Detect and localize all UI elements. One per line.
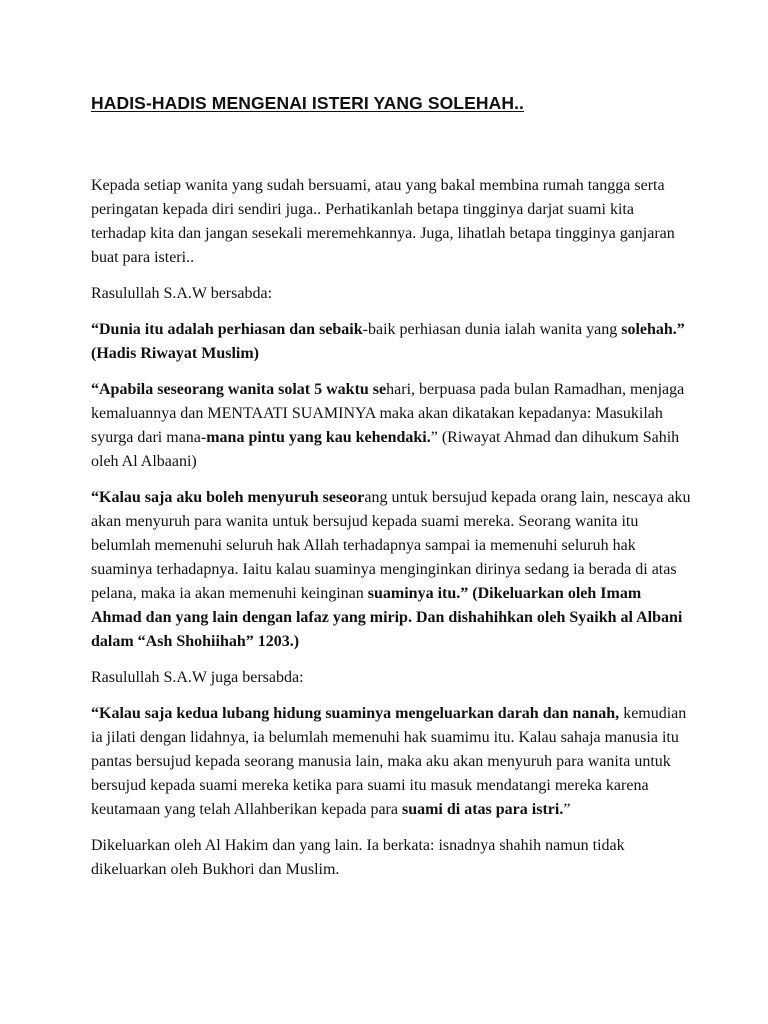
text-run: Dikeluarkan oleh Al Hakim dan yang lain. Ia berkata: isnadnya shahih namun tidak dikeluarkan oleh Bukhori dan Muslim. [91,837,625,878]
document-title: HADIS-HADIS MENGENAI ISTERI YANG SOLEHAH.. [91,93,525,113]
paragraph [91,666,691,690]
text-run: kemudian ia jilati dengan lidahnya, ia belumlah memenuhi hak suamimu itu. Kalau sahaja manusia itu pantas bersujud kepada seorang manusia lain, maka aku akan menyuruh para wanita untuk bersujud kepada suami mereka ketika para suami itu masuk mendatangi mereka karena keutamaan yang telah Allahberikan kepada para [91,705,687,818]
text-run: ” [563,801,571,818]
paragraph [91,174,691,270]
text-run: Rasulullah S.A.W bersabda: [91,285,273,302]
text-run: Kepada setiap wanita yang sudah bersuami, atau yang bakal membina rumah tangga serta peringatan kepada diri sendiri juga.. Perhatikanlah betapa tingginya darjat suami kita terhadap kita dan jangan sesekali meremehkannya. Juga, lihatlah betapa tingginya ganjaran buat para isteri.. [91,177,675,266]
paragraph [91,378,691,474]
text-run: -baik perhiasan dunia ialah wanita yang [362,321,622,338]
paragraph [91,282,691,306]
document-body [91,174,691,894]
text-run: hari, berpuasa pada bulan Ramadhan, menjaga kemaluannya dan MENTAATI SUAMINYA maka akan dikatakan kepadanya: Masukilah syurga dari mana- [91,381,685,446]
bold-text-run: “Kalau saja kedua lubang hidung suaminya mengeluarkan darah dan nanah, [91,705,620,722]
text-run: ang untuk bersujud kepada orang lain, nescaya aku akan menyuruh para wanita untuk bersujud kepada suami mereka. Seorang wanita itu belumlah memenuhi seluruh hak Allah terhadapnya sampai ia memenuhi seluruh hak suaminya terhadapnya. Iaitu kalau suaminya menginginkan dirinya sedang ia berada di atas pelana, maka ia akan memenuhi keinginan [91,489,691,602]
text-run: Rasulullah S.A.W juga bersabda: [91,669,304,686]
text-run: ” (Riwayat Ahmad dan dihukum Sahih oleh Al Albaani) [91,429,680,470]
paragraph [91,318,691,366]
paragraph [91,702,691,822]
paragraph [91,834,691,882]
bold-text-run: “Apabila seseorang wanita solat 5 waktu se [91,381,387,398]
paragraph [91,486,691,654]
bold-text-run: solehah.” (Hadis Riwayat Muslim) [91,321,685,362]
bold-text-run: “Dunia itu adalah perhiasan dan sebaik [91,321,363,338]
bold-text-run: “Kalau saja aku boleh menyuruh seseor [91,489,365,506]
bold-text-run: suami di atas para istri. [401,801,564,818]
bold-text-run: mana pintu yang kau kehendaki. [206,429,431,446]
bold-text-run: suaminya itu.” (Dikeluarkan oleh Imam Ahmad dan yang lain dengan lafaz yang mirip. Dan dishahihkan oleh Syaikh al Albani dalam “Ash Shohiihah” 1203.) [91,585,683,650]
